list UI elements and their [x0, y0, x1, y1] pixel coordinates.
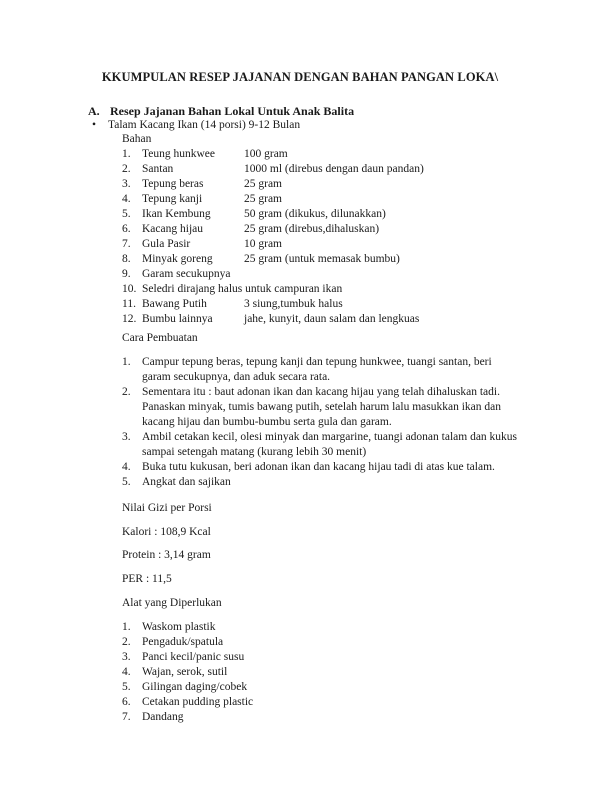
ingredient-quantity: 25 gram (direbus,dihaluskan) — [244, 223, 380, 235]
ingredient-quantity: 3 siung,tumbuk halus — [244, 298, 343, 310]
ingredient-number: 9. — [122, 268, 131, 280]
tool-name: Panci kecil/panic susu — [142, 651, 245, 663]
ingredient-name: Bumbu lainnya — [142, 313, 213, 325]
ingredient-number: 4. — [122, 193, 131, 205]
step-number: 2. — [122, 386, 131, 398]
tool-row — [122, 695, 562, 710]
ingredient-name: Teung hunkwee — [142, 148, 215, 160]
tool-number: 3. — [122, 651, 131, 663]
ingredient-quantity: 25 gram — [244, 178, 283, 190]
ingredient-row — [122, 207, 562, 222]
ingredient-name: Garam secukupnya — [142, 268, 231, 280]
tool-name: Gilingan daging/cobek — [142, 681, 248, 693]
tool-number: 4. — [122, 666, 131, 678]
ingredient-row — [122, 237, 562, 252]
tools-list — [122, 620, 562, 725]
step-text: Sementara itu : baut adonan ikan dan kacang hijau yang telah dihaluskan tadi. Panaskan minyak, tumis bawang putih, setelah harum lalu masukkan ikan dan kacang hijau dan bumbu-bumbu serta gula dan garam. — [142, 386, 501, 428]
ingredient-number: 12. — [122, 313, 137, 325]
ingredient-name: Tepung beras — [142, 178, 204, 190]
step-text: Buka tutu kukusan, beri adonan ikan dan kacang hijau tadi di atas kue talam. — [142, 461, 495, 473]
tool-name: Cetakan pudding plastic — [142, 696, 254, 708]
ingredient-row — [122, 147, 562, 162]
ingredient-name: Kacang hijau — [142, 223, 203, 235]
ingredient-row — [122, 192, 562, 207]
tool-number: 5. — [122, 681, 131, 693]
tool-number: 7. — [122, 711, 131, 723]
tool-row — [122, 635, 562, 650]
ingredient-quantity: 25 gram (untuk memasak bumbu) — [244, 253, 400, 265]
ingredient-quantity: jahe, kunyit, daun salam dan lengkuas — [244, 313, 420, 325]
ingredients-list — [122, 147, 562, 327]
kalori-value: Kalori : 108,9 Kcal — [122, 526, 211, 538]
ingredient-quantity: 50 gram (dikukus, dilunakkan) — [244, 208, 386, 220]
ingredient-name: Minyak goreng — [142, 253, 213, 265]
ingredient-number: 8. — [122, 253, 131, 265]
ingredient-name: Santan — [142, 163, 174, 175]
ingredient-quantity: 10 gram — [244, 238, 283, 250]
nutrition-label: Nilai Gizi per Porsi — [122, 502, 212, 514]
ingredient-number: 11. — [122, 298, 136, 310]
step-text: Ambil cetakan kecil, olesi minyak dan margarine, tuangi adonan talam dan kukus sampai setengah matang (kurang lebih 30 menit) — [142, 431, 518, 458]
section-a-heading — [88, 104, 354, 119]
method-steps — [122, 355, 522, 490]
ingredients-section — [122, 132, 562, 327]
method-step — [122, 355, 522, 385]
tool-row — [122, 620, 562, 635]
tool-name: Wajan, serok, sutil — [142, 666, 228, 678]
ingredient-row — [122, 267, 562, 282]
ingredient-quantity: 25 gram — [244, 193, 283, 205]
tools-label: Alat yang Diperlukan — [122, 597, 222, 609]
tool-number: 2. — [122, 636, 131, 648]
ingredients-label: Bahan — [122, 133, 152, 145]
ingredient-number: 10. — [122, 283, 137, 295]
ingredient-number: 1. — [122, 148, 131, 160]
ingredient-row — [122, 177, 562, 192]
method-label: Cara Pembuatan — [122, 332, 198, 344]
tool-number: 1. — [122, 621, 131, 633]
tool-number: 6. — [122, 696, 131, 708]
section-title: Resep Jajanan Bahan Lokal Untuk Anak Balita — [110, 104, 355, 118]
ingredient-row — [122, 282, 562, 297]
ingredient-quantity: 100 gram — [244, 148, 288, 160]
bullet-icon: • — [92, 119, 97, 131]
per-value: PER : 11,5 — [122, 573, 172, 585]
ingredient-number: 2. — [122, 163, 131, 175]
tool-name: Dandang — [142, 711, 184, 723]
step-number: 1. — [122, 356, 131, 368]
ingredient-row — [122, 162, 562, 177]
ingredient-quantity: 1000 ml (direbus dengan daun pandan) — [244, 163, 424, 175]
section-number: A. — [88, 104, 100, 118]
ingredient-number: 3. — [122, 178, 131, 190]
tool-name: Waskom plastik — [142, 621, 216, 633]
ingredient-name: Seledri dirajang halus untuk campuran ikan — [142, 283, 343, 295]
step-number: 5. — [122, 476, 131, 488]
ingredient-name: Bawang Putih — [142, 298, 207, 310]
recipe-name: Talam Kacang Ikan (14 porsi) 9-12 Bulan — [108, 119, 301, 131]
step-text: Angkat dan sajikan — [142, 476, 231, 488]
method-step — [122, 385, 522, 430]
tool-row — [122, 680, 562, 695]
ingredient-number: 5. — [122, 208, 131, 220]
tool-name: Pengaduk/spatula — [142, 636, 224, 648]
ingredient-row — [122, 297, 562, 312]
ingredient-name: Gula Pasir — [142, 238, 191, 250]
ingredient-number: 6. — [122, 223, 131, 235]
step-number: 4. — [122, 461, 131, 473]
tool-row — [122, 665, 562, 680]
tool-row — [122, 650, 562, 665]
ingredient-row — [122, 252, 562, 267]
ingredient-name: Tepung kanji — [142, 193, 203, 205]
tool-row — [122, 710, 562, 725]
ingredient-row — [122, 312, 562, 327]
page-title: KKUMPULAN RESEP JAJANAN DENGAN BAHAN PANGAN LOKA\ — [101, 70, 499, 84]
step-number: 3. — [122, 431, 131, 443]
ingredient-number: 7. — [122, 238, 131, 250]
method-step — [122, 430, 522, 460]
ingredient-name: Ikan Kembung — [142, 208, 211, 220]
ingredient-row — [122, 222, 562, 237]
method-step — [122, 460, 522, 475]
protein-value: Protein : 3,14 gram — [122, 549, 211, 561]
recipe-title — [92, 118, 300, 133]
method-step — [122, 475, 522, 490]
step-text: Campur tepung beras, tepung kanji dan tepung hunkwee, tuangi santan, beri garam secukupnya, dan aduk secara rata. — [142, 356, 492, 383]
